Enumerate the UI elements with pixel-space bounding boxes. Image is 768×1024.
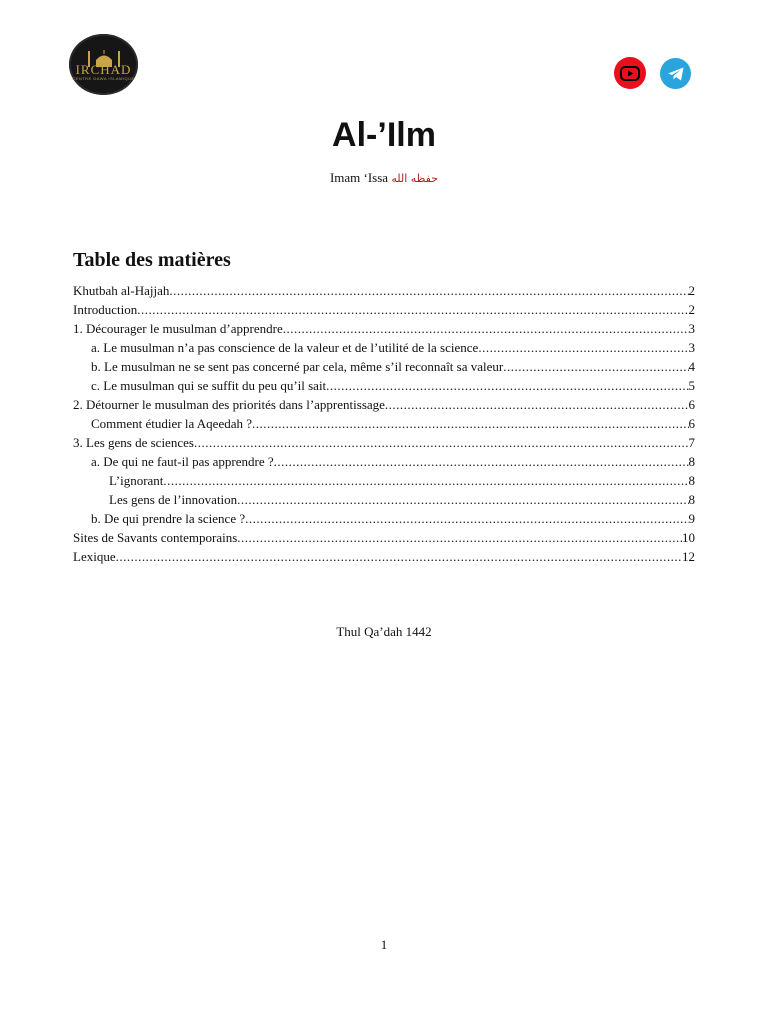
toc-entry-label: 2. Détourner le musulman des priorités dans l’apprentissage xyxy=(73,397,385,412)
toc-entry[interactable] xyxy=(73,357,695,376)
toc-entry-label: c. Le musulman qui se suffit du peu qu’il sait xyxy=(91,378,327,393)
toc-entry-label: b. Le musulman ne se sent pas concerné par cela, même s’il reconnaît sa valeur xyxy=(91,359,504,374)
toc-entry-page: 7 xyxy=(688,435,695,450)
toc-entry[interactable] xyxy=(73,433,695,452)
youtube-icon xyxy=(620,66,640,81)
toc-entry-label: 1. Décourager le musulman d’apprendre xyxy=(73,321,283,336)
toc-dot-leader xyxy=(478,338,688,357)
toc-entry-label: Sites de Savants contemporains xyxy=(73,530,238,545)
toc-dot-leader xyxy=(237,528,682,547)
toc-entry-page: 2 xyxy=(688,283,695,298)
toc-entry-page: 8 xyxy=(688,454,695,469)
toc-dot-leader xyxy=(237,490,688,509)
toc-entry[interactable] xyxy=(73,509,695,528)
toc-dot-leader xyxy=(503,357,688,376)
telegram-icon xyxy=(667,66,685,82)
author-honorific: حفظه الله xyxy=(391,172,439,185)
toc-entry[interactable] xyxy=(73,281,695,300)
toc-entry[interactable] xyxy=(73,376,695,395)
logo-text: IRCHAD xyxy=(75,61,132,77)
toc-dot-leader xyxy=(385,395,689,414)
toc-dot-leader xyxy=(274,452,689,471)
toc-entry-label: b. De qui prendre la science ? xyxy=(91,511,246,526)
toc-entry-label: Introduction xyxy=(73,302,138,317)
toc-entry-page: 12 xyxy=(682,549,695,564)
toc-dot-leader xyxy=(163,471,688,490)
toc-dot-leader xyxy=(116,547,682,566)
toc-heading: Table des matières xyxy=(73,249,231,271)
toc-entry[interactable] xyxy=(73,528,695,547)
toc-entry-label: L’ignorant xyxy=(109,473,164,488)
youtube-link[interactable] xyxy=(614,57,646,89)
toc-entry-page: 6 xyxy=(688,397,695,412)
toc-dot-leader xyxy=(326,376,688,395)
toc-entry-page: 9 xyxy=(688,511,695,526)
toc-entry-page: 5 xyxy=(688,378,695,393)
toc-entry-label: a. Le musulman n’a pas conscience de la valeur et de l’utilité de la science xyxy=(91,340,479,355)
irchad-logo xyxy=(69,34,138,95)
toc-entry-label: 3. Les gens de sciences xyxy=(73,435,194,450)
logo-subtitle: CENTRE DAWA ISLAMIQUE xyxy=(72,75,135,81)
page-number: 1 xyxy=(380,937,388,952)
toc-entry[interactable] xyxy=(73,300,695,319)
toc-entry[interactable] xyxy=(73,319,695,338)
toc-entry[interactable] xyxy=(73,414,695,433)
author-line xyxy=(0,170,768,186)
toc-dot-leader xyxy=(169,281,688,300)
toc-dot-leader xyxy=(283,319,689,338)
toc-dot-leader xyxy=(194,433,689,452)
toc-entry[interactable] xyxy=(73,471,695,490)
toc-entry-label: a. De qui ne faut-il pas apprendre ? xyxy=(91,454,274,469)
document-title: Al-’Ilm xyxy=(332,116,436,154)
toc-entry-page: 8 xyxy=(688,492,695,507)
toc-entry-label: Khutbah al-Hajjah xyxy=(73,283,170,298)
toc-entry-label: Comment étudier la Aqeedah ? xyxy=(91,416,253,431)
document-date: Thul Qa’dah 1442 xyxy=(336,624,432,639)
toc-entry-page: 3 xyxy=(688,321,695,336)
toc-entry-page: 3 xyxy=(688,340,695,355)
toc-entry-page: 10 xyxy=(682,530,695,545)
table-of-contents xyxy=(73,281,695,566)
toc-dot-leader xyxy=(137,300,688,319)
author-name: Imam ‘Issa xyxy=(329,170,389,185)
toc-entry[interactable] xyxy=(73,338,695,357)
toc-entry-page: 4 xyxy=(688,359,695,374)
toc-entry[interactable] xyxy=(73,452,695,471)
toc-entry[interactable] xyxy=(73,490,695,509)
toc-entry[interactable] xyxy=(73,547,695,566)
toc-entry-label: Les gens de l’innovation xyxy=(109,492,238,507)
toc-entry-page: 2 xyxy=(688,302,695,317)
toc-entry-label: Lexique xyxy=(73,549,116,564)
toc-dot-leader xyxy=(252,414,688,433)
toc-dot-leader xyxy=(245,509,688,528)
toc-entry-page: 8 xyxy=(688,473,695,488)
toc-entry[interactable] xyxy=(73,395,695,414)
telegram-link[interactable] xyxy=(660,58,691,89)
toc-entry-page: 6 xyxy=(688,416,695,431)
